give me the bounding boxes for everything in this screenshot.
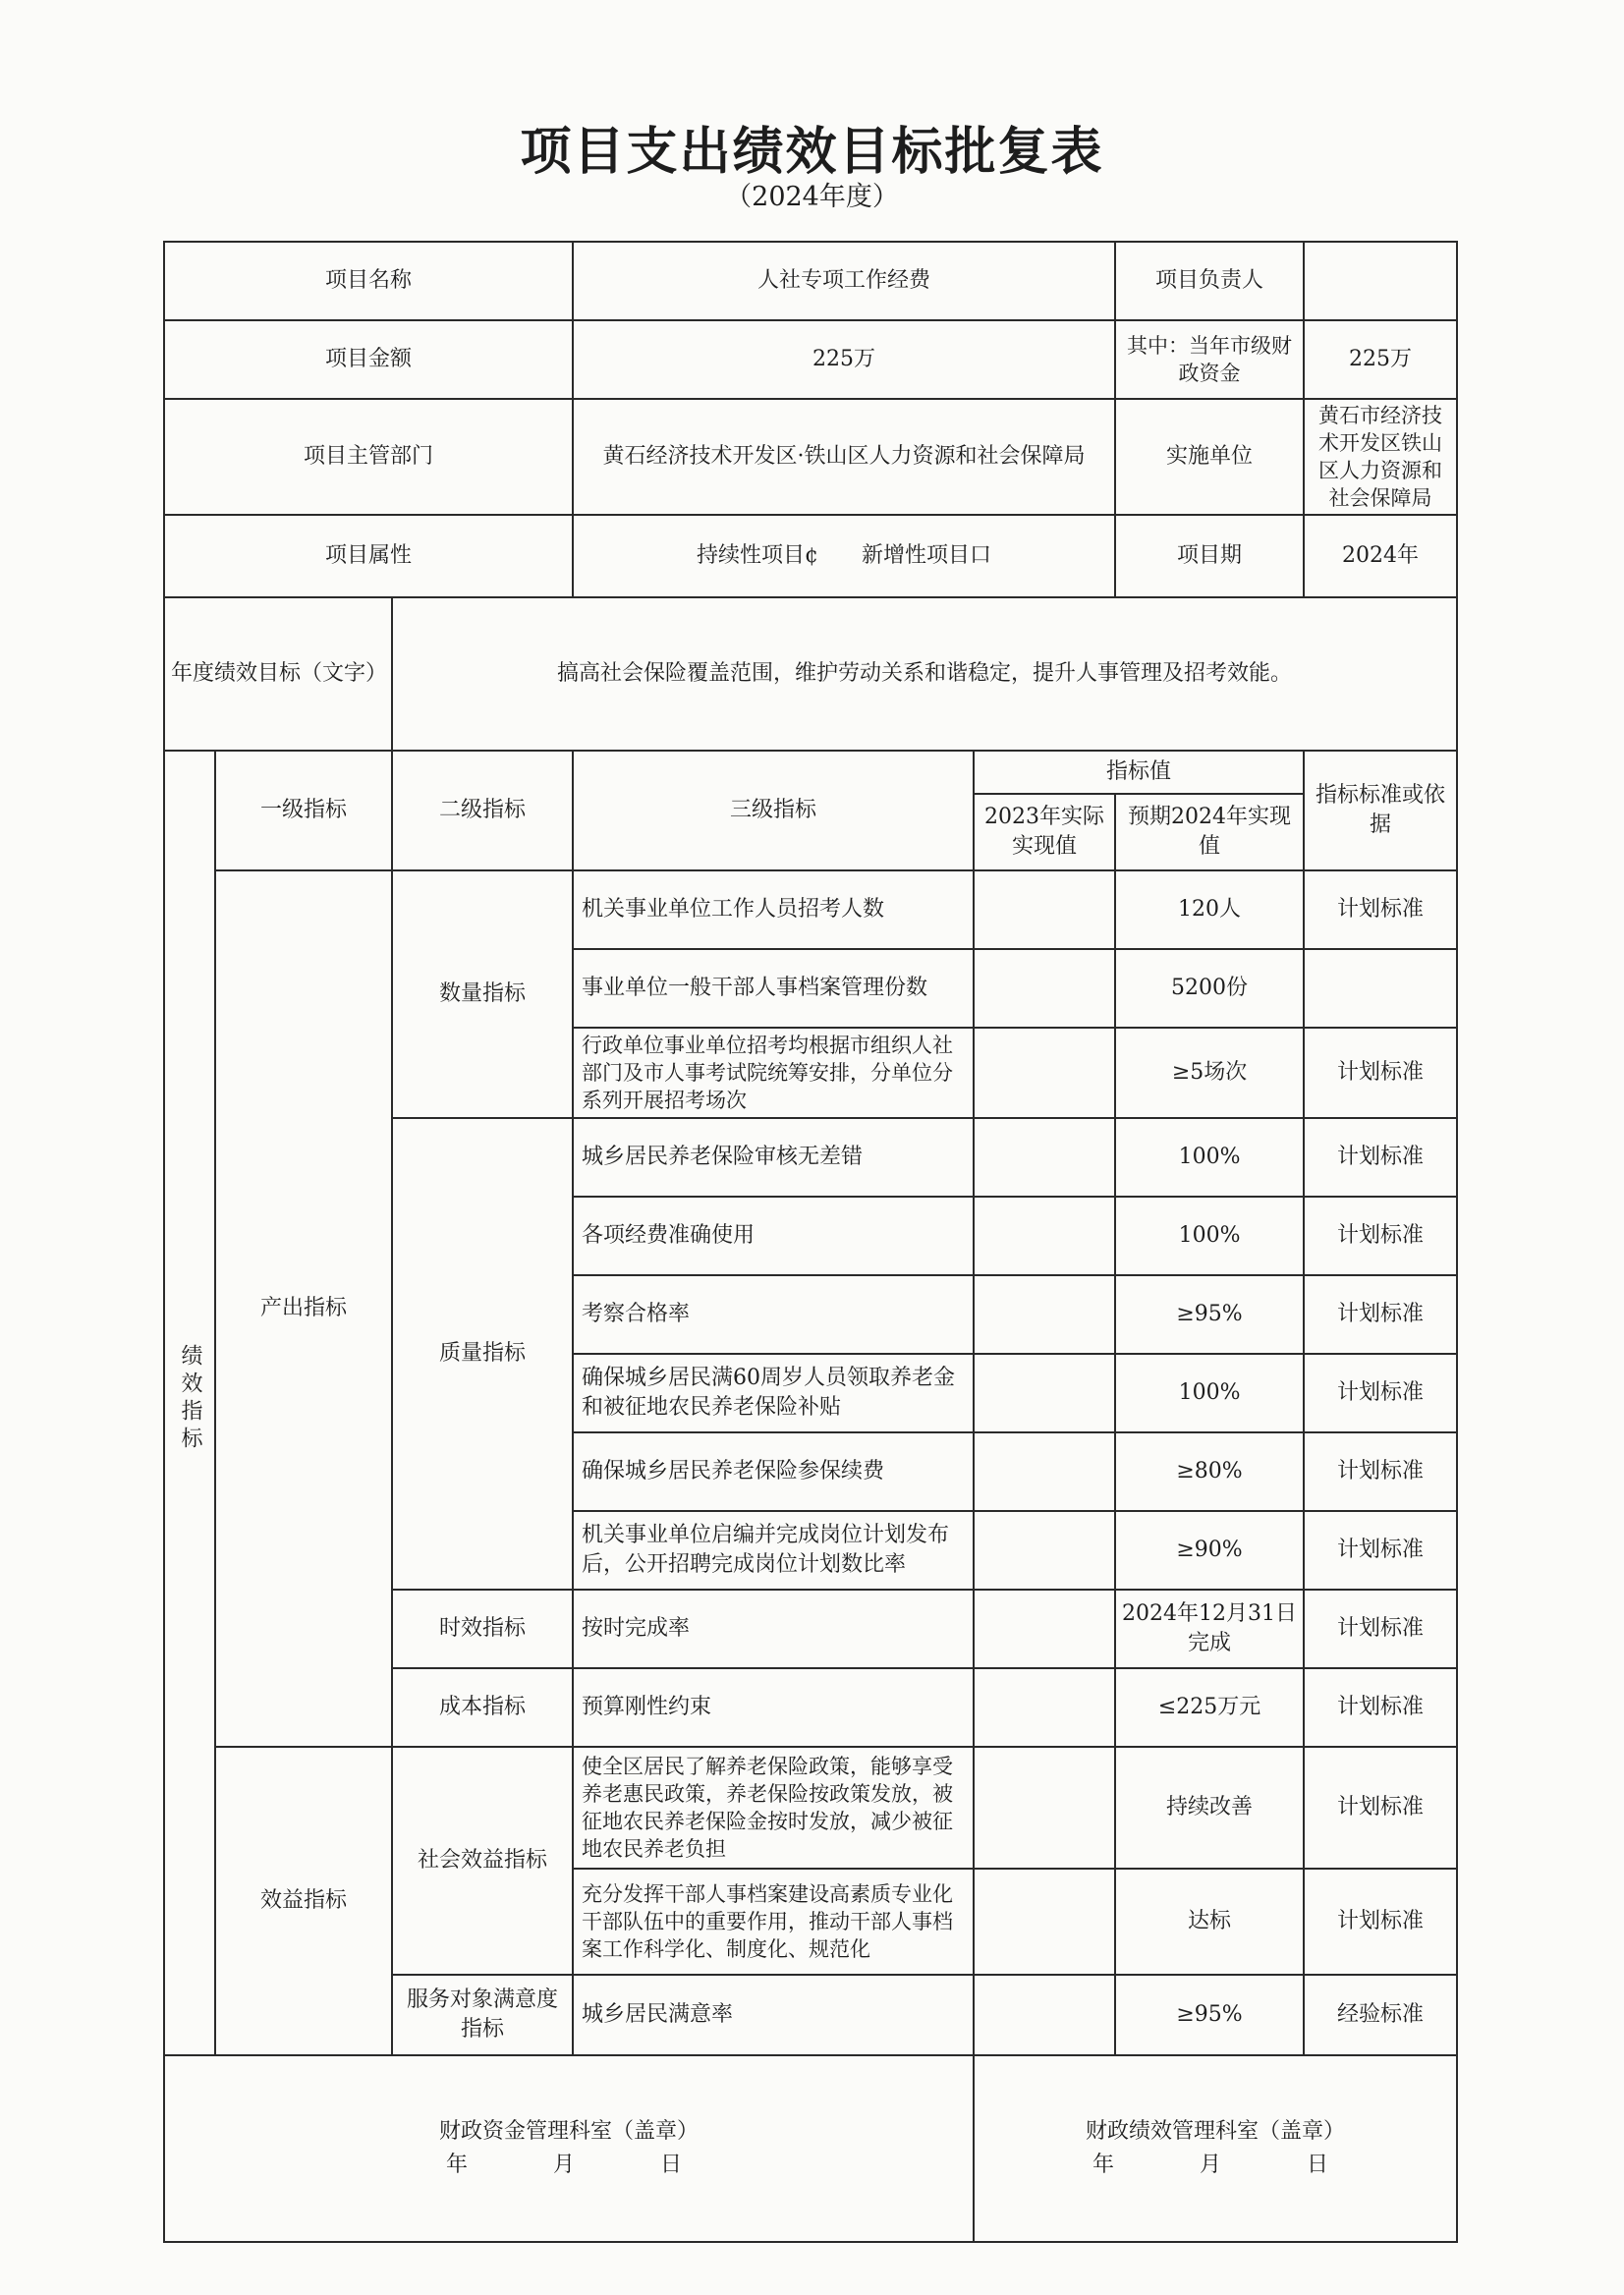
dept-label: 项目主管部门 (164, 399, 573, 515)
project-name-label: 项目名称 (164, 242, 573, 320)
indicator-actual (974, 1590, 1115, 1668)
indicator-expected: ≥90% (1115, 1511, 1304, 1590)
indicator-actual (974, 1975, 1115, 2055)
signature-finance-performance-label: 财政绩效管理科室（盖章） (1086, 2119, 1346, 2144)
header-level3: 三级指标 (573, 751, 974, 870)
header-level2: 二级指标 (392, 751, 573, 870)
signature-finance-fund (164, 2055, 974, 2242)
indicator-basis: 计划标准 (1304, 1747, 1457, 1869)
approval-table (163, 241, 1458, 2243)
table-row (164, 870, 1457, 949)
indicator-actual (974, 1118, 1115, 1197)
project-name-value: 人社专项工作经费 (573, 242, 1115, 320)
indicator-basis: 计划标准 (1304, 1590, 1457, 1668)
attr-value: 持续性项目¢ 新增性项目口 (573, 515, 1115, 597)
indicator-name: 按时完成率 (573, 1590, 974, 1668)
city-fund-label: 其中：当年市级财政资金 (1115, 320, 1304, 399)
indicator-expected: ≥5场次 (1115, 1028, 1304, 1118)
row-goal (164, 597, 1457, 751)
dept-value: 黄石经济技术开发区·铁山区人力资源和社会保障局 (573, 399, 1115, 515)
indicator-basis: 计划标准 (1304, 1118, 1457, 1197)
indicator-basis: 计划标准 (1304, 1511, 1457, 1590)
signature-row (164, 2055, 1457, 2242)
indicator-basis (1304, 949, 1457, 1028)
indicator-basis: 计划标准 (1304, 1275, 1457, 1354)
indicator-name: 预算刚性约束 (573, 1668, 974, 1747)
indicator-expected: ≥95% (1115, 1275, 1304, 1354)
level2-social: 社会效益指标 (392, 1747, 573, 1975)
indicator-name: 行政单位事业单位招考均根据市组织人社部门及市人事考试院统筹安排，分单位分系列开展招考场次 (573, 1028, 974, 1118)
indicator-name: 机关事业单位工作人员招考人数 (573, 870, 974, 949)
header-level1: 一级指标 (215, 751, 392, 870)
indicator-basis: 经验标准 (1304, 1975, 1457, 2055)
indicator-actual (974, 1747, 1115, 1869)
indicator-expected: 持续改善 (1115, 1747, 1304, 1869)
signature-finance-fund-label: 财政资金管理科室（盖章） (439, 2119, 700, 2144)
indicator-basis: 计划标准 (1304, 1668, 1457, 1747)
indicator-expected: 100% (1115, 1118, 1304, 1197)
indicator-actual (974, 1432, 1115, 1511)
impl-label: 实施单位 (1115, 399, 1304, 515)
indicator-basis: 计划标准 (1304, 1197, 1457, 1275)
period-value: 2024年 (1304, 515, 1457, 597)
indicator-name: 城乡居民满意率 (573, 1975, 974, 2055)
signature-finance-performance (974, 2055, 1457, 2242)
indicator-expected: ≥95% (1115, 1975, 1304, 2055)
row-attribute (164, 515, 1457, 597)
indicator-expected: ≥80% (1115, 1432, 1304, 1511)
indicator-expected: 100% (1115, 1354, 1304, 1432)
indicator-actual (974, 949, 1115, 1028)
indicator-basis: 计划标准 (1304, 1432, 1457, 1511)
indicator-expected: 100% (1115, 1197, 1304, 1275)
impl-value: 黄石市经济技术开发区铁山区人力资源和社会保障局 (1304, 399, 1457, 515)
row-department (164, 399, 1457, 515)
period-label: 项目期 (1115, 515, 1304, 597)
signature-finance-performance-date: 年 月 日 (1092, 2153, 1369, 2177)
header-expected-2024: 预期2024年实现值 (1115, 794, 1304, 870)
indicator-actual (974, 1511, 1115, 1590)
goal-label: 年度绩效目标（文字） (164, 597, 392, 751)
indicator-expected: 2024年12月31日完成 (1115, 1590, 1304, 1668)
indicator-name: 各项经费准确使用 (573, 1197, 974, 1275)
indicator-name: 机关事业单位启编并完成岗位计划发布后，公开招聘完成岗位计划数比率 (573, 1511, 974, 1590)
indicator-basis: 计划标准 (1304, 1354, 1457, 1432)
indicator-basis: 计划标准 (1304, 1028, 1457, 1118)
level2-satisfaction: 服务对象满意度指标 (392, 1975, 573, 2055)
table-row (164, 1747, 1457, 1869)
indicator-expected: 达标 (1115, 1869, 1304, 1975)
indicator-name: 城乡居民养老保险审核无差错 (573, 1118, 974, 1197)
header-row-1 (164, 751, 1457, 794)
row-project-name (164, 242, 1457, 320)
level1-benefit: 效益指标 (215, 1747, 392, 2055)
row-amount (164, 320, 1457, 399)
leader-label: 项目负责人 (1115, 242, 1304, 320)
indicator-actual (974, 1668, 1115, 1747)
city-fund-value: 225万 (1304, 320, 1457, 399)
indicator-actual (974, 1354, 1115, 1432)
indicator-expected: 5200份 (1115, 949, 1304, 1028)
indicator-section-text: 绩效指标 (178, 1343, 202, 1454)
indicator-basis: 计划标准 (1304, 1869, 1457, 1975)
amount-label: 项目金额 (164, 320, 573, 399)
page-title: 项目支出绩效目标批复表 (520, 122, 1104, 182)
header-value: 指标值 (974, 751, 1304, 794)
indicator-name: 事业单位一般干部人事档案管理份数 (573, 949, 974, 1028)
indicator-actual (974, 1869, 1115, 1975)
indicator-section-label (164, 751, 215, 2055)
header-basis: 指标标准或依据 (1304, 751, 1457, 870)
leader-value (1304, 242, 1457, 320)
level2-quality: 质量指标 (392, 1118, 573, 1590)
signature-finance-fund-date: 年 月 日 (446, 2153, 721, 2177)
indicator-expected: ≤225万元 (1115, 1668, 1304, 1747)
indicator-basis: 计划标准 (1304, 870, 1457, 949)
attr-label: 项目属性 (164, 515, 573, 597)
page-subtitle: （2024年度） (725, 182, 899, 212)
indicator-name: 使全区居民了解养老保险政策，能够享受养老惠民政策，养老保险按政策发放，被征地农民养老保险金按时发放，减少被征地农民养老负担 (573, 1747, 974, 1869)
indicator-name: 充分发挥干部人事档案建设高素质专业化干部队伍中的重要作用，推动干部人事档案工作科学化、制度化、规范化 (573, 1869, 974, 1975)
indicator-actual (974, 870, 1115, 949)
indicator-actual (974, 1028, 1115, 1118)
header-actual-2023: 2023年实际实现值 (974, 794, 1115, 870)
indicator-expected: 120人 (1115, 870, 1304, 949)
indicator-actual (974, 1197, 1115, 1275)
amount-value: 225万 (573, 320, 1115, 399)
indicator-actual (974, 1275, 1115, 1354)
goal-value: 搞高社会保险覆盖范围，维护劳动关系和谐稳定，提升人事管理及招考效能。 (392, 597, 1457, 751)
indicator-name: 确保城乡居民养老保险参保续费 (573, 1432, 974, 1511)
level1-output: 产出指标 (215, 870, 392, 1747)
indicator-name: 确保城乡居民满60周岁人员领取养老金和被征地农民养老保险补贴 (573, 1354, 974, 1432)
level2-timeliness: 时效指标 (392, 1590, 573, 1668)
indicator-name: 考察合格率 (573, 1275, 974, 1354)
level2-quantity: 数量指标 (392, 870, 573, 1118)
level2-cost: 成本指标 (392, 1668, 573, 1747)
